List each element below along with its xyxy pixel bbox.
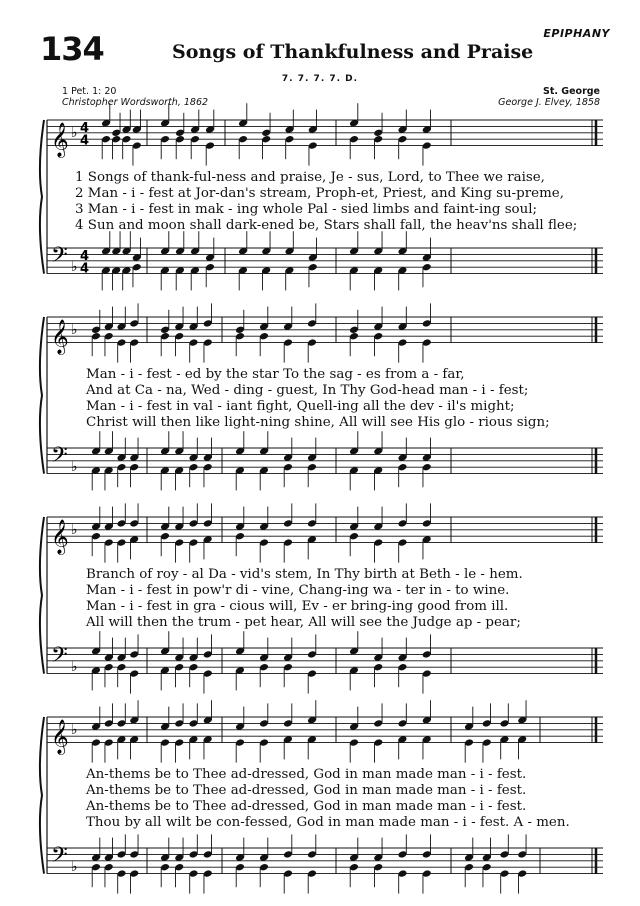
lyric-s3-v4: All will then the trum - pet hear, All will see the Judge ap - pear; <box>86 615 521 630</box>
treble-clef: 𝄞 <box>51 519 69 555</box>
brace <box>40 120 44 274</box>
lyric-s2-v1: Man - i - fest - ed by the star To the sag - es from a - far, <box>86 367 465 382</box>
lyric-s4-v2: An-thems be to Thee ad-dressed, God in man made man - i - fest. <box>86 783 527 798</box>
treble-clef: 𝄞 <box>51 319 69 355</box>
lyric-s1-v4: 4 Sun and moon shall dark-ened be, Stars shall fall, the heav'ns shall flee; <box>75 218 578 233</box>
lyric-s2-v4: Christ will then like light-ning shine, All will see His glo - rious sign; <box>86 415 550 430</box>
meter: 7. 7. 7. 7. D. <box>281 74 359 84</box>
treble-clef: 𝄞 <box>51 719 69 755</box>
time-signature: 4 <box>80 120 90 136</box>
hymn-title: Songs of Thankfulness and Praise <box>172 41 534 63</box>
text-author: Christopher Wordsworth, 1862 <box>62 97 209 108</box>
lyric-s3-v1: Branch of roy - al Da - vid's stem, In Thy birth at Beth - le - hem. <box>86 567 523 582</box>
lyric-s3-v2: Man - i - fest in pow'r di - vine, Chang-ing wa - ter in - to wine. <box>86 583 510 598</box>
flat-sign: ♭ <box>71 659 78 676</box>
time-signature: 4 <box>80 261 90 277</box>
time-signature: 4 <box>80 248 90 264</box>
flat-sign: ♭ <box>71 321 78 338</box>
scripture-reference: 1 Pet. 1: 20 <box>62 86 117 97</box>
lyric-s4-v4: Thou by all wilt be con-fessed, God in man made man - i - fest. A - men. <box>86 815 570 830</box>
time-signature: 4 <box>80 133 90 149</box>
season-label: EPIPHANY <box>543 27 610 40</box>
brace <box>40 717 44 874</box>
lyric-s3-v3: Man - i - fest in gra - cious will, Ev - er bring-ing good from ill. <box>86 599 509 614</box>
lyric-s4-v1: An-thems be to Thee ad-dressed, God in man made man - i - fest. <box>86 767 527 782</box>
lyric-s2-v3: Man - i - fest in val - iant fight, Quell-ing all the dev - il's might; <box>86 399 515 414</box>
lyric-s2-v2: And at Ca - na, Wed - ding - guest, In Thy God-head man - i - fest; <box>86 383 529 398</box>
lyric-s1-v2: 2 Man - i - fest at Jor-dan's stream, Proph-et, Priest, and King su-preme, <box>75 186 564 201</box>
brace <box>40 517 44 674</box>
treble-clef: 𝄞 <box>51 122 69 158</box>
lyric-s1-v1: 1 Songs of thank-ful-ness and praise, Je - sus, Lord, to Thee we raise, <box>75 170 545 185</box>
flat-sign: ♭ <box>71 259 78 276</box>
brace <box>40 317 44 474</box>
flat-sign: ♭ <box>71 859 78 876</box>
bass-clef: 𝄢 <box>51 243 68 274</box>
composer: George J. Elvey, 1858 <box>498 97 600 108</box>
flat-sign: ♭ <box>71 721 78 738</box>
lyric-s4-v3: An-thems be to Thee ad-dressed, God in man made man - i - fest. <box>86 799 527 814</box>
flat-sign: ♭ <box>71 459 78 476</box>
bass-clef: 𝄢 <box>51 843 68 874</box>
flat-sign: ♭ <box>71 521 78 538</box>
tune-name: St. George <box>543 86 600 97</box>
lyric-s1-v3: 3 Man - i - fest in mak - ing whole Pal - sied limbs and faint-ing soul; <box>75 202 538 217</box>
hymn-number: 134 <box>40 30 104 68</box>
bass-clef: 𝄢 <box>51 443 68 474</box>
flat-sign: ♭ <box>71 124 78 141</box>
bass-clef: 𝄢 <box>51 643 68 674</box>
